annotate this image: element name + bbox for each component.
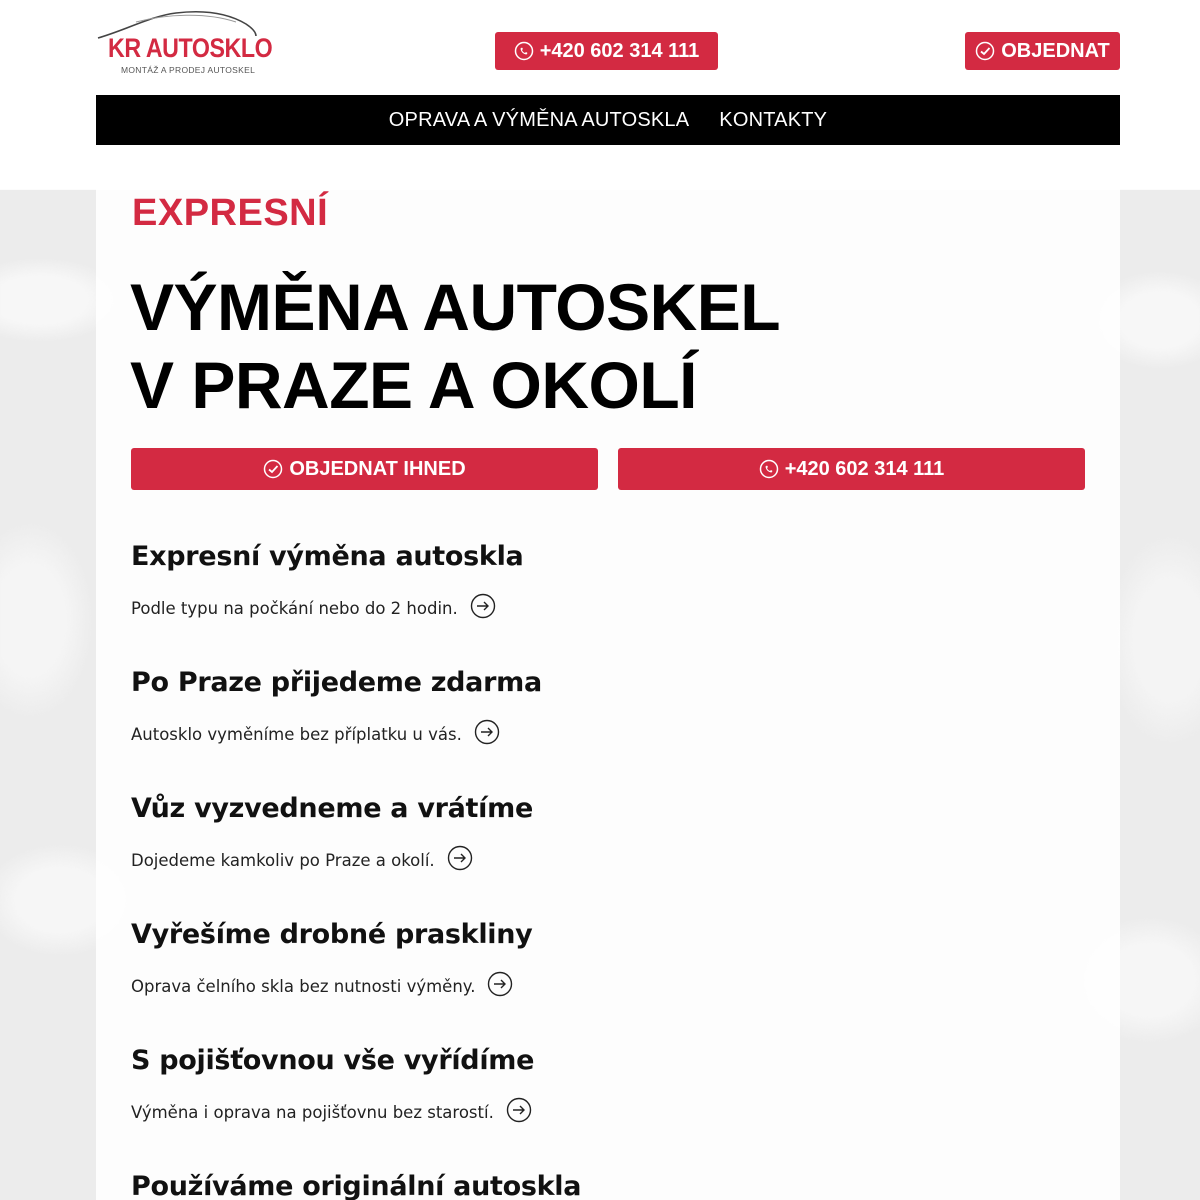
order-now-button[interactable]	[131, 448, 598, 490]
logo-tagline: MONTÁŽ A PRODEJ AUTOSKEL	[121, 65, 256, 75]
feature-desc: Oprava čelního skla bez nutnosti výměny.	[131, 976, 476, 996]
feature-desc: Autosklo vyměníme bez příplatku u vás.	[131, 724, 462, 744]
feature-desc-row	[131, 845, 1031, 875]
features-list	[131, 538, 1031, 1200]
feature-item	[131, 916, 1031, 1042]
phone-icon	[514, 41, 534, 61]
feature-desc-row	[131, 593, 1031, 623]
feature-desc-row	[131, 719, 1031, 749]
feature-title: Používáme originální autoskla	[131, 1171, 582, 1200]
feature-item	[131, 538, 1031, 664]
hero-title	[130, 268, 780, 424]
check-circle-icon	[975, 41, 995, 61]
call-label: +420 602 314 111	[784, 457, 945, 480]
header-phone-label: +420 602 314 111	[539, 39, 700, 62]
call-button[interactable]	[618, 448, 1085, 490]
header-phone-button[interactable]	[495, 32, 718, 70]
feature-title: Vůz vyzvedneme a vrátíme	[131, 793, 533, 824]
header-order-label: OBJEDNAT	[1001, 39, 1110, 62]
feature-desc-row	[131, 971, 1031, 1001]
logo[interactable]	[96, 8, 273, 76]
hero-title-line2: V PRAZE A OKOLÍ	[130, 348, 697, 422]
header-order-button[interactable]	[965, 32, 1120, 70]
site-header	[0, 0, 1200, 95]
arrow-right-circle-icon[interactable]	[506, 1097, 532, 1127]
feature-title: Expresní výměna autoskla	[131, 541, 524, 572]
feature-item	[131, 1168, 1031, 1200]
feature-title: Vyřešíme drobné praskliny	[131, 919, 533, 950]
logo-name: KR AUTOSKLO	[108, 33, 273, 63]
feature-title: S pojišťovnou vše vyřídíme	[131, 1045, 535, 1076]
order-now-label: OBJEDNAT IHNED	[289, 457, 466, 480]
feature-desc: Dojedeme kamkoliv po Praze a okolí.	[131, 850, 435, 870]
arrow-right-circle-icon[interactable]	[470, 593, 496, 623]
hero-kicker: EXPRESNÍ	[132, 192, 329, 234]
feature-desc-row	[131, 1097, 1031, 1127]
nav-item-repair[interactable]: OPRAVA A VÝMĚNA AUTOSKLA	[388, 108, 690, 131]
arrow-right-circle-icon[interactable]	[474, 719, 500, 749]
feature-desc: Podle typu na počkání nebo do 2 hodin.	[131, 598, 458, 618]
hero-title-line1: VÝMĚNA AUTOSKEL	[130, 270, 781, 344]
feature-item	[131, 790, 1031, 916]
main-nav	[96, 95, 1120, 145]
feature-desc: Výměna i oprava na pojišťovnu bez starostí.	[131, 1102, 494, 1122]
feature-item	[131, 1042, 1031, 1168]
arrow-right-circle-icon[interactable]	[447, 845, 473, 875]
check-circle-icon	[263, 459, 283, 479]
feature-title: Po Praze přijedeme zdarma	[131, 667, 542, 698]
nav-item-contacts[interactable]: KONTAKTY	[719, 108, 828, 131]
feature-item	[131, 664, 1031, 790]
arrow-right-circle-icon[interactable]	[487, 971, 513, 1001]
phone-icon	[759, 459, 779, 479]
